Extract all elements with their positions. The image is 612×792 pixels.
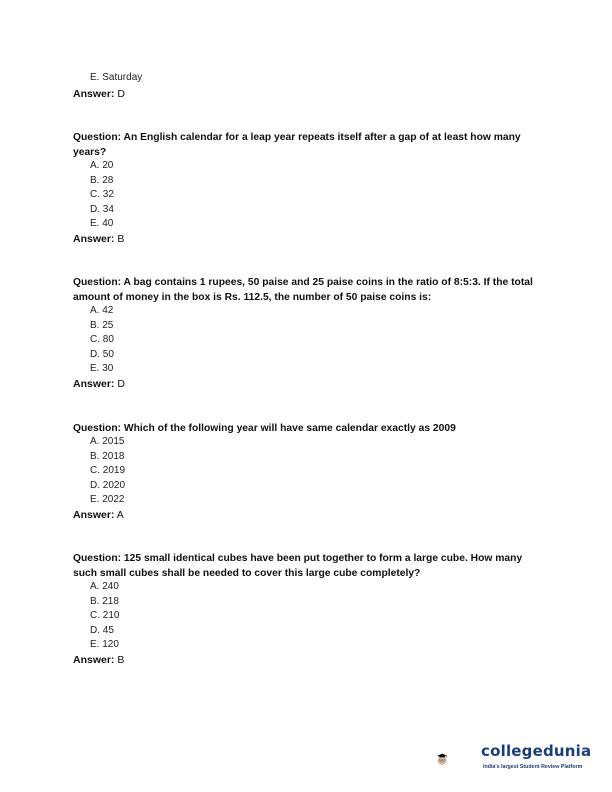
option-d: D. 34 <box>90 203 114 215</box>
answer-line <box>73 233 124 245</box>
option-a: A. 240 <box>90 581 119 592</box>
option-e: E. 120 <box>90 639 119 650</box>
answer-label: Answer: <box>73 654 115 666</box>
option-c: C. 80 <box>90 334 114 345</box>
answer-label: Answer: <box>73 88 115 100</box>
option-d: D. 50 <box>90 348 114 360</box>
question-text: Question: Which of the following year will have same calendar exactly as 2009 <box>73 423 456 434</box>
option-a: A. 42 <box>90 305 114 316</box>
option-d: D. 45 <box>90 624 114 636</box>
option-c: C. 210 <box>90 610 120 621</box>
brand-tagline: India's largest Student Review Platform <box>483 764 583 770</box>
option-a: A. 20 <box>90 160 114 171</box>
answer-label: Answer: <box>73 233 115 245</box>
option-b: B. 218 <box>90 595 119 607</box>
option-e: E. Saturday <box>90 72 143 83</box>
option-b: B. 2018 <box>90 450 125 462</box>
option-e: E. 40 <box>90 218 114 229</box>
option-a: A. 2015 <box>90 436 125 447</box>
option-e: E. 30 <box>90 363 114 374</box>
answer-line <box>73 378 125 390</box>
answer-value: B <box>114 654 125 666</box>
brand-name: collegedunia <box>481 742 592 760</box>
question-text: Question: A bag contains 1 rupees, 50 paise and 25 paise coins in the ratio of 8:5:3. If the total amount of money in the box is Rs. 112.5, the number of 50 paise coins is: <box>73 277 533 303</box>
answer-line <box>73 509 124 521</box>
answer-line <box>73 88 125 100</box>
question-text: Question: 125 small identical cubes have been put together to form a large cube. How many such small cubes shall be needed to cover this large cube completely? <box>73 553 523 579</box>
answer-label: Answer: <box>73 378 115 390</box>
answer-label: Answer: <box>73 509 115 521</box>
answer-value: D <box>114 378 125 390</box>
option-d: D. 2020 <box>90 479 126 491</box>
option-e: E. 2022 <box>90 494 125 505</box>
answer-value: B <box>114 233 125 245</box>
answer-line <box>73 654 124 666</box>
option-c: C. 32 <box>90 189 114 200</box>
option-b: B. 25 <box>90 319 114 331</box>
mascot-logo-icon <box>436 734 480 782</box>
option-c: C. 2019 <box>90 465 126 476</box>
answer-value: A <box>114 509 124 521</box>
answer-value: D <box>114 88 125 100</box>
question-text: Question: An English calendar for a leap year repeats itself after a gap of at least how many years? <box>73 132 521 158</box>
option-b: B. 28 <box>90 174 114 186</box>
